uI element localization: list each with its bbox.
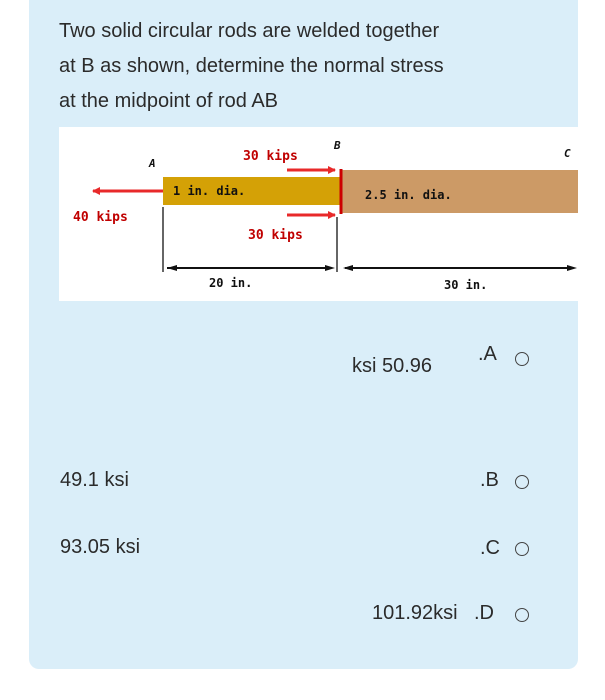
load-top-label: 30 kips xyxy=(243,149,298,164)
label-a: A xyxy=(149,157,156,170)
load-bottom-label: 30 kips xyxy=(248,228,303,243)
option-d-radio[interactable] xyxy=(515,608,529,622)
len-ab-label: 20 in. xyxy=(209,276,253,290)
option-c-answer: 93.05 ksi xyxy=(60,536,141,558)
rod-diagram-svg xyxy=(59,127,578,301)
option-c-radio[interactable] xyxy=(515,542,529,556)
label-c: C xyxy=(564,147,571,160)
option-b-answer: 49.1 ksi xyxy=(60,469,129,491)
option-b-letter: .B xyxy=(480,469,499,491)
option-a-letter: .A xyxy=(478,343,497,365)
rod-ab-dia-label: 1 in. dia. xyxy=(173,184,246,198)
option-d-answer: 101.92ksi xyxy=(372,602,458,624)
rod-diagram xyxy=(59,127,578,301)
option-b-radio[interactable] xyxy=(515,475,529,489)
option-a-answer: ksi 50.96 xyxy=(352,355,433,377)
rod-bc-dia-label: 2.5 in. dia. xyxy=(365,188,452,202)
option-d-letter: .D xyxy=(474,602,494,624)
len-bc-label: 30 in. xyxy=(444,278,488,292)
option-c-letter: .C xyxy=(480,537,500,559)
question-text: Two solid circular rods are welded together at B as shown, determine the normal stress at the midpoint of rod AB xyxy=(59,20,444,112)
option-a-radio[interactable] xyxy=(515,352,529,366)
label-b: B xyxy=(334,139,341,152)
load-left-label: 40 kips xyxy=(73,210,128,225)
